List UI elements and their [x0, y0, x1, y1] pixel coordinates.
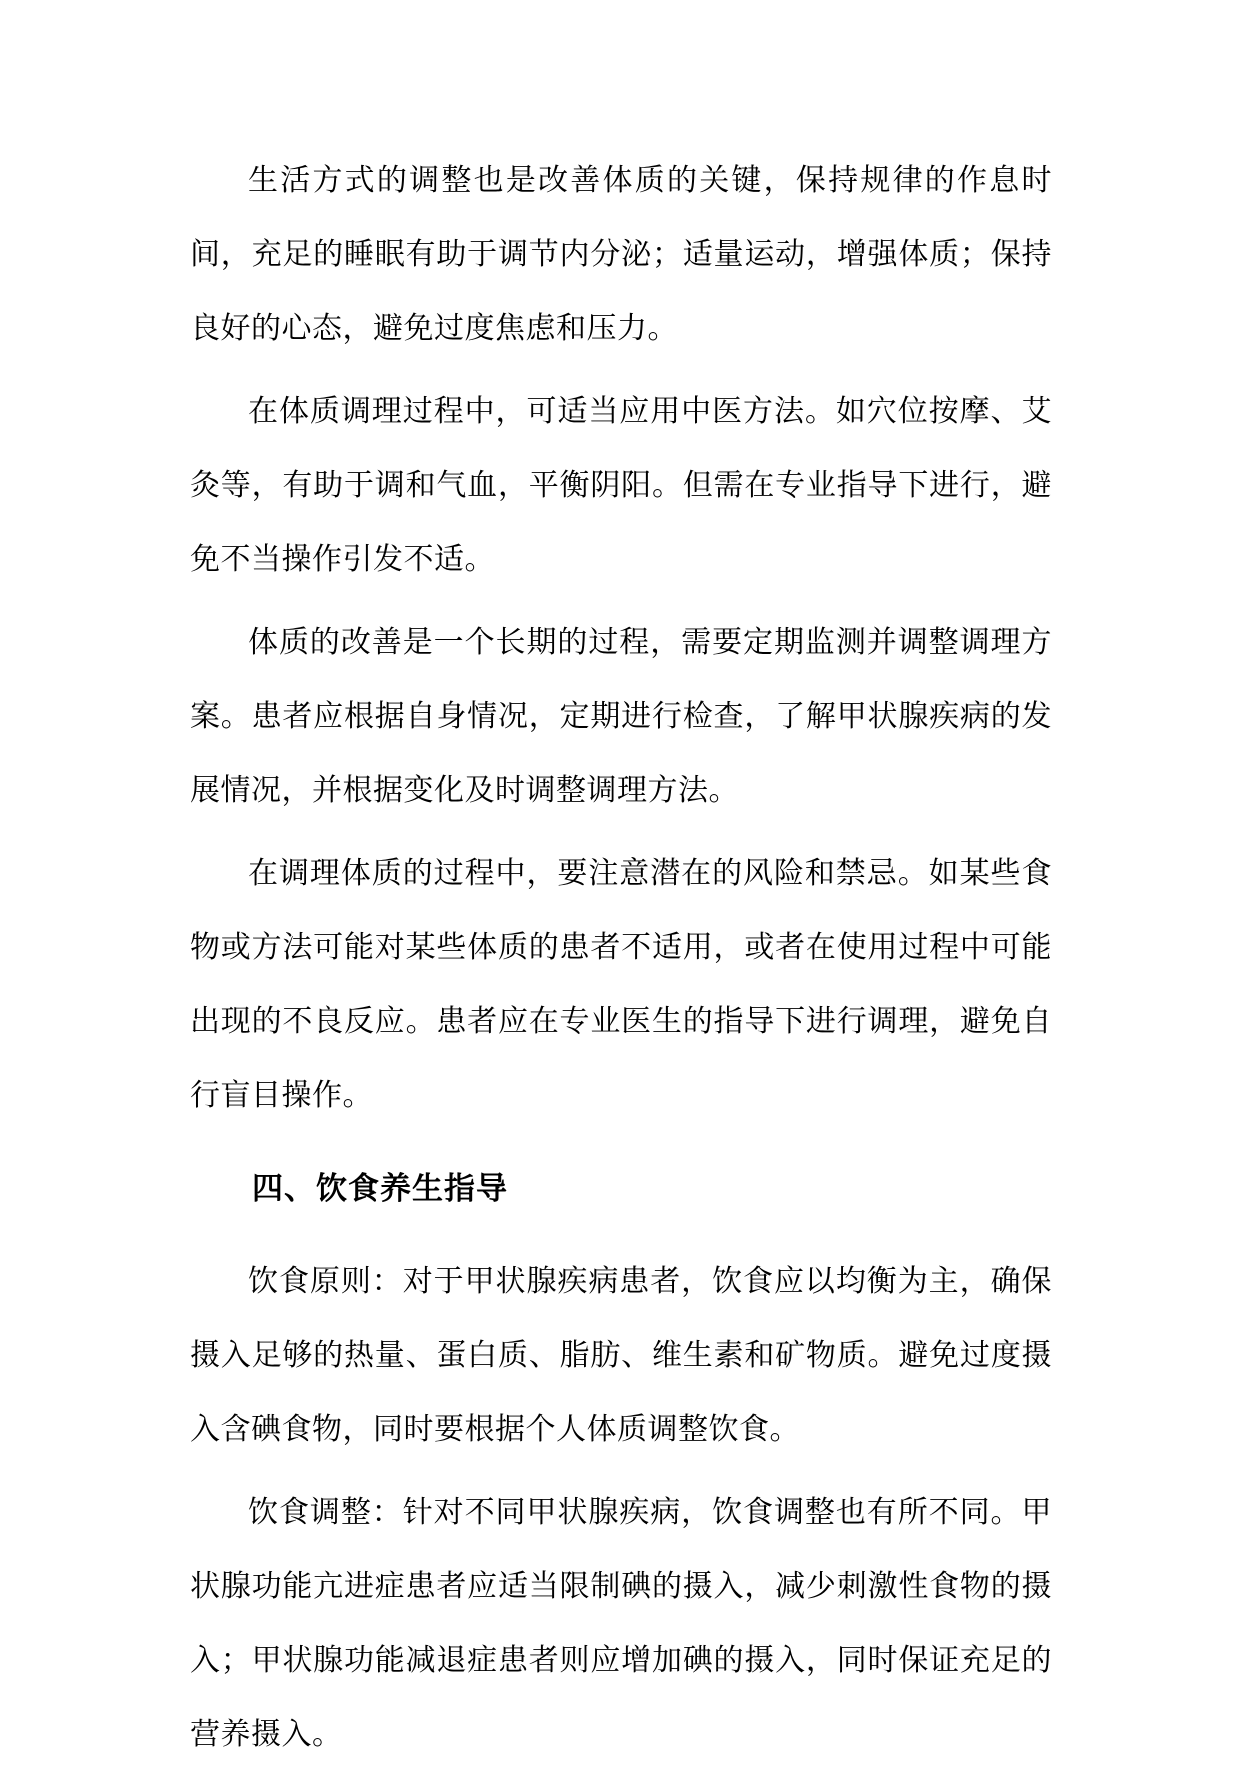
- paragraph-monitoring: 体质的改善是一个长期的过程，需要定期监测并调整调理方案。患者应根据自身情况，定期进行检查，了解甲状腺疾病的发展情况，并根据变化及时调整调理方法。: [190, 625, 1052, 808]
- paragraph-risks: 在调理体质的过程中，要注意潜在的风险和禁忌。如某些食物或方法可能对某些体质的患者不适用，或者在使用过程中可能出现的不良反应。患者应在专业医生的指导下进行调理，避免自行盲目操作。: [190, 856, 1052, 1113]
- paragraph-lifestyle: 生活方式的调整也是改善体质的关键，保持规律的作息时间，充足的睡眠有助于调节内分泌；适量运动，增强体质；保持良好的心态，避免过度焦虑和压力。: [190, 163, 1052, 346]
- paragraph-tcm-methods: 在体质调理过程中，可适当应用中医方法。如穴位按摩、艾灸等，有助于调和气血，平衡阴阳。但需在专业指导下进行，避免不当操作引发不适。: [190, 394, 1052, 577]
- paragraph-diet-adjustment: 饮食调整：针对不同甲状腺疾病，饮食调整也有所不同。甲状腺功能亢进症患者应适当限制碘的摄入，减少刺激性食物的摄入；甲状腺功能减退症患者则应增加碘的摄入，同时保证充足的营养摄入。: [190, 1495, 1052, 1752]
- section-heading-diet: 四、饮食养生指导: [252, 1171, 508, 1207]
- paragraph-diet-principles: 饮食原则：对于甲状腺疾病患者，饮食应以均衡为主，确保摄入足够的热量、蛋白质、脂肪、维生素和矿物质。避免过度摄入含碘食物，同时要根据个人体质调整饮食。: [190, 1264, 1052, 1447]
- document-body: [190, 144, 1052, 1781]
